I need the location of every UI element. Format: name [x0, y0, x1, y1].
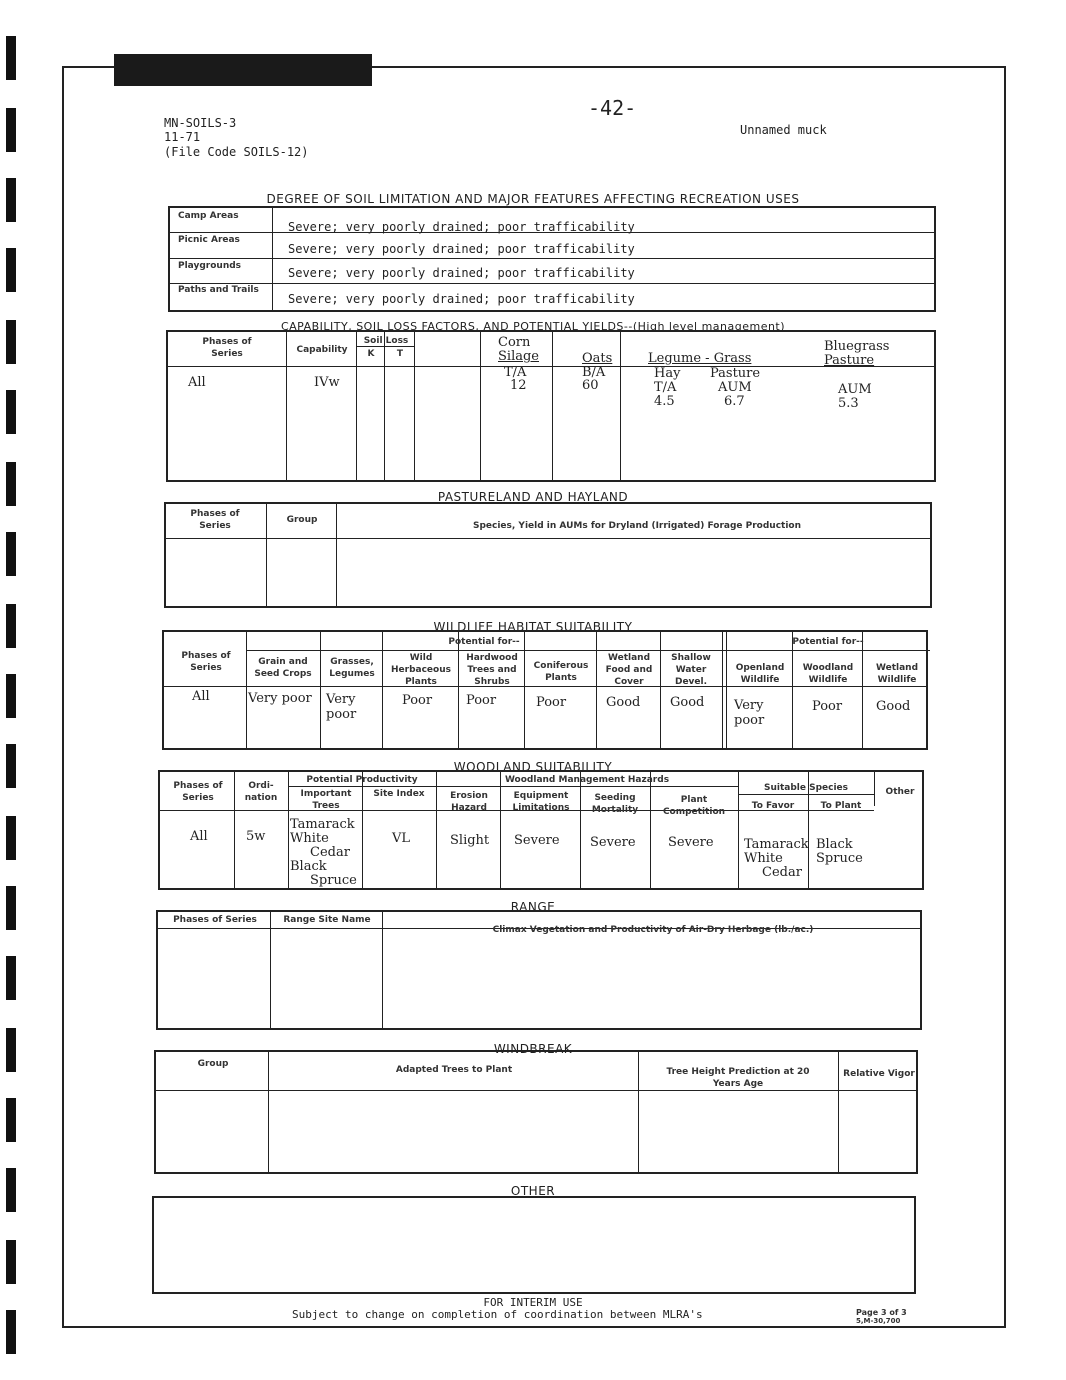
- woodland-table: [158, 770, 924, 890]
- past-group-header: Group: [286, 515, 318, 525]
- picnic-areas-label: Picnic Areas: [178, 235, 240, 245]
- cap-bluegrass-value: 5.3: [838, 396, 859, 411]
- wb-adapted-header: Adapted Trees to Plant: [395, 1065, 513, 1075]
- wl-col-shallow-water: Shallow Water Devel.: [671, 653, 711, 687]
- cap-bluegrass-header: Bluegrass: [824, 339, 890, 354]
- wl-col-wetland: Wetland Wildlife: [875, 663, 919, 685]
- wood-tree-2: White: [290, 831, 329, 846]
- paths-trails-label: Paths and Trails: [178, 285, 259, 295]
- wood-ordination-header: Ordi-nation: [244, 781, 278, 803]
- cap-capability-header: Capability: [296, 345, 348, 355]
- soil-name: Unnamed muck: [740, 123, 827, 137]
- wood-plant-2: Spruce: [816, 851, 863, 866]
- range-title: RANGE: [510, 900, 556, 914]
- wood-erosion-value: Slight: [450, 833, 490, 848]
- wood-equipment-header: Equipment Limitations: [512, 791, 570, 813]
- cap-soil-loss-header: Soil Loss: [363, 336, 409, 346]
- cap-legume-grass-header: Legume - Grass: [648, 351, 752, 366]
- range-table: [156, 910, 922, 1030]
- footer-interim: FOR INTERIM USE: [483, 1296, 583, 1309]
- wood-site-index-value: VL: [392, 831, 411, 846]
- wb-height-header: Tree Height Prediction at 20 Years Age: [666, 1067, 810, 1089]
- form-id: MN-SOILS-3: [164, 116, 237, 130]
- wood-tree-5: Spruce: [310, 873, 357, 888]
- wl-col-wild-herb: Wild Herbaceous Plants: [391, 653, 451, 687]
- footer-subject: Subject to change on completion of coordination between MLRA's: [292, 1308, 703, 1321]
- cap-corn-value: 12: [510, 378, 527, 393]
- cap-corn-unit: T/A: [504, 365, 527, 380]
- wl-value-grasses: Very poor: [326, 692, 357, 722]
- wood-suitable-species-header: Suitable Species: [763, 783, 849, 793]
- wood-to-plant-header: To Plant: [820, 801, 862, 811]
- recreation-title: DEGREE OF SOIL LIMITATION AND MAJOR FEATURES AFFECTING RECREATION USES: [266, 192, 800, 206]
- wl-value-wetland-food: Good: [606, 695, 641, 710]
- wood-favor-3: Cedar: [762, 865, 802, 880]
- range-site-header: Range Site Name: [283, 915, 371, 925]
- wl-potential-for-2: Potential for--: [792, 637, 864, 647]
- pastureland-title: PASTURELAND AND HAYLAND: [437, 490, 629, 504]
- cap-oats-header: Oats: [582, 351, 613, 366]
- camp-areas-label: Camp Areas: [178, 211, 239, 221]
- wb-vigor-header: Relative Vigor: [843, 1069, 915, 1079]
- wood-plant-value: Severe: [668, 835, 714, 850]
- wl-value-grain: Very poor: [248, 691, 312, 706]
- wl-value-wetland: Good: [876, 699, 911, 714]
- page-number: -42-: [588, 96, 637, 120]
- other-box: [152, 1196, 916, 1294]
- wl-phase-value: All: [192, 689, 210, 704]
- playgrounds-value: Severe; very poorly drained; poor trafficability: [288, 266, 635, 280]
- past-phases-header: Phases of Series: [190, 509, 240, 531]
- cap-capability-value: IVw: [314, 375, 340, 390]
- cap-oats-value: 60: [582, 378, 599, 393]
- woodland-title: WOODLAND SUITABILITY: [453, 760, 613, 774]
- wood-tree-3: Cedar: [310, 845, 350, 860]
- wl-col-openland: Openland Wildlife: [735, 663, 785, 685]
- cap-phases-header: Phases of Series: [202, 337, 252, 359]
- wl-value-hardwood: Poor: [466, 693, 497, 708]
- wb-group-header: Group: [197, 1059, 229, 1069]
- capability-table: [166, 330, 936, 482]
- cap-pasture-header: Pasture: [824, 353, 875, 368]
- recreation-table: [168, 206, 936, 312]
- wildlife-title: WILDLIFE HABITAT SUITABILITY: [433, 620, 633, 634]
- cap-phase-value: All: [188, 375, 206, 390]
- other-title: OTHER: [510, 1184, 556, 1198]
- cap-corn-header: Corn: [498, 335, 531, 350]
- footer-code: 5,M-30,700: [856, 1317, 901, 1325]
- wood-to-favor-header: To Favor: [751, 801, 795, 811]
- cap-silage-header: Silage: [498, 349, 539, 364]
- cap-hay-value: 4.5: [654, 394, 675, 409]
- wl-col-grasses: Grasses, Legumes: [329, 657, 375, 679]
- wl-col-wetland-food: Wetland Food and Cover: [605, 653, 653, 687]
- wood-important-trees-header: Important Trees: [300, 789, 352, 811]
- wood-potential-productivity-header: Potential Productivity: [306, 775, 418, 785]
- wood-other-header: Other: [885, 787, 915, 797]
- wl-col-woodland: Woodland Wildlife: [802, 663, 854, 685]
- cap-pasture-label: Pasture: [710, 366, 761, 381]
- cap-oats-unit: B/A: [582, 365, 606, 380]
- wood-plant-1: Black: [816, 837, 853, 852]
- paths-trails-value: Severe; very poorly drained; poor trafficability: [288, 292, 635, 306]
- wl-value-coniferous: Poor: [536, 695, 567, 710]
- wood-tree-4: Black: [290, 859, 327, 874]
- wl-value-woodland: Poor: [812, 699, 843, 714]
- wood-favor-1: Tamarack: [744, 837, 809, 852]
- wood-tree-1: Tamarack: [290, 817, 355, 832]
- wl-value-shallow-water: Good: [670, 695, 705, 710]
- file-code: (File Code SOILS-12): [164, 145, 309, 159]
- cap-t-header: T: [396, 349, 404, 359]
- wood-phase-value: All: [190, 829, 208, 844]
- past-species-header: Species, Yield in AUMs for Dryland (Irrigated) Forage Production: [472, 521, 802, 531]
- form-date: 11-71: [164, 130, 201, 144]
- wl-col-hardwood: Hardwood Trees and Shrubs: [466, 653, 518, 687]
- wood-favor-2: White: [744, 851, 783, 866]
- playgrounds-label: Playgrounds: [178, 261, 242, 271]
- wildlife-table: [162, 630, 928, 750]
- cap-pasture-unit: AUM: [718, 380, 752, 395]
- wood-equipment-value: Severe: [514, 833, 560, 848]
- cap-hay-unit: T/A: [654, 380, 677, 395]
- picnic-areas-value: Severe; very poorly drained; poor trafficability: [288, 242, 635, 256]
- wl-value-openland: Very poor: [734, 698, 765, 728]
- wl-phases-header: Phases of Series: [181, 651, 231, 673]
- wood-seeding-header: Seeding Mortality: [591, 793, 639, 815]
- windbreak-table: [154, 1050, 918, 1174]
- camp-areas-value: Severe; very poorly drained; poor trafficability: [288, 220, 635, 234]
- cap-k-header: K: [367, 349, 375, 359]
- wood-seeding-value: Severe: [590, 835, 636, 850]
- cap-hay-label: Hay: [654, 366, 681, 381]
- wl-col-grain: Grain and Seed Crops: [254, 657, 312, 679]
- cap-pasture-value: 6.7: [724, 394, 745, 409]
- wood-phases-header: Phases of Series: [173, 781, 223, 803]
- wood-erosion-header: Erosion Hazard: [450, 791, 488, 813]
- wl-potential-for-1: Potential for--: [448, 637, 520, 647]
- wood-plant-header: Plant Competition: [662, 795, 726, 817]
- wood-site-index-header: Site Index: [373, 789, 425, 799]
- footer-page: Page 3 of 3: [856, 1308, 907, 1317]
- wl-value-wild-herb: Poor: [402, 693, 433, 708]
- windbreak-title: WINDBREAK: [493, 1042, 573, 1056]
- capability-title: CAPABILITY, SOIL LOSS FACTORS, AND POTENTIAL YIELDS--(High level management): [280, 320, 786, 333]
- cap-bluegrass-unit: AUM: [838, 382, 872, 397]
- range-climax-header: Climax Vegetation and Productivity of Air-Dry Herbage (lb./ac.): [492, 925, 814, 935]
- range-phases-header: Phases of Series: [173, 915, 257, 925]
- wood-ordination-value: 5w: [246, 829, 266, 844]
- pastureland-table: [164, 502, 932, 608]
- wl-col-coniferous: Coniferous Plants: [533, 661, 589, 683]
- wood-hazards-header: Woodland Management Hazards: [504, 775, 670, 785]
- redaction-bar: [114, 54, 372, 86]
